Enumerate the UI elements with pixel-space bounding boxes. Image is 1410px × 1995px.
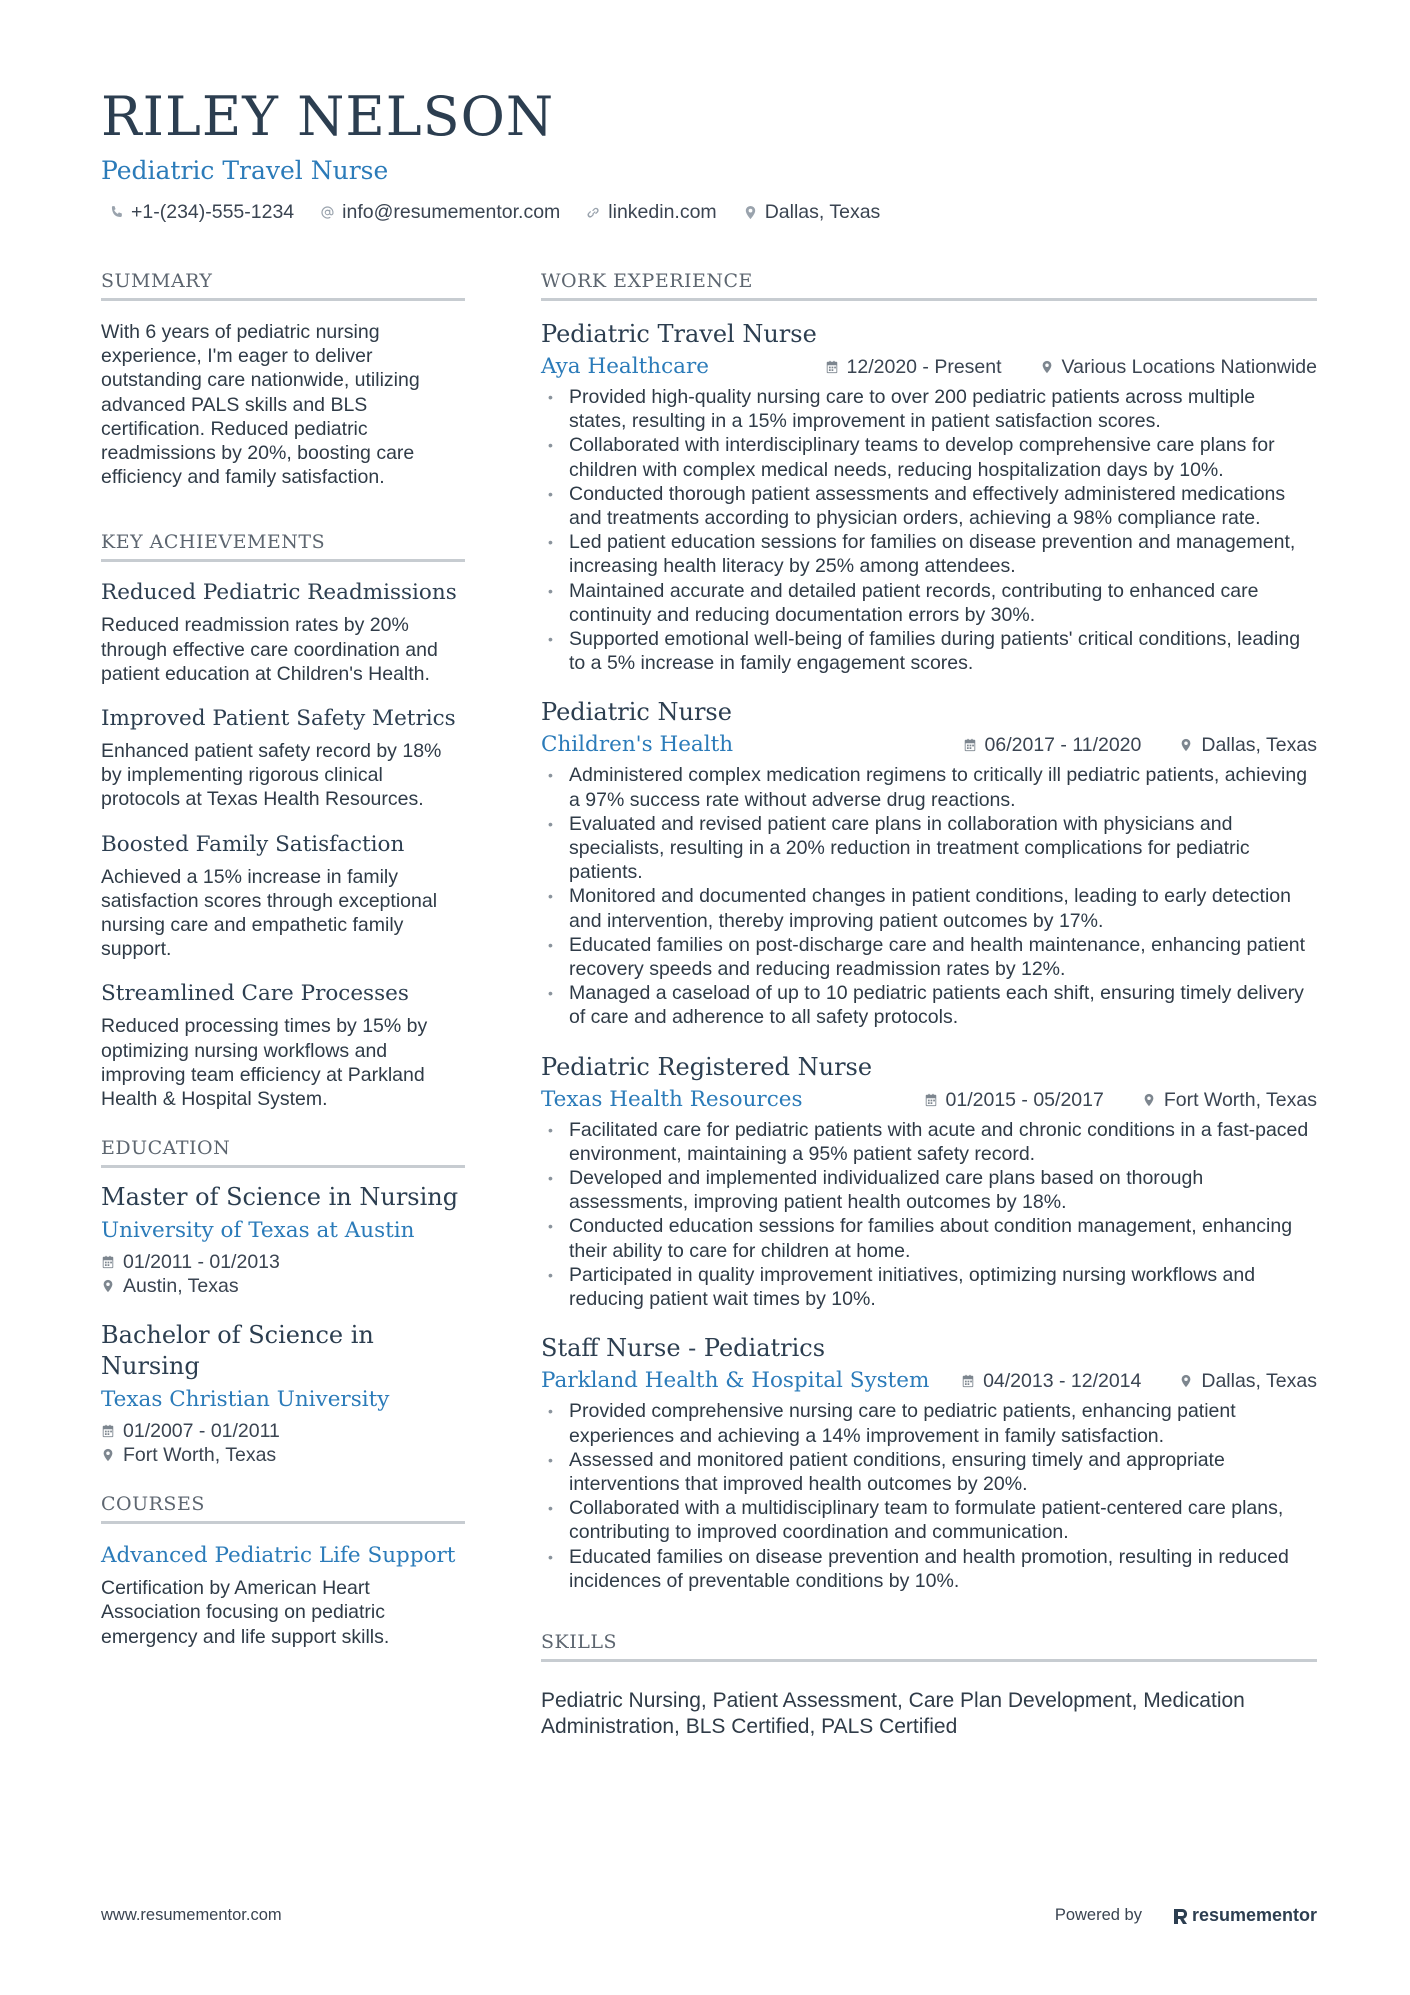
company-name: Parkland Health & Hospital System — [541, 1368, 930, 1394]
achievement-title: Boosted Family Satisfaction — [101, 831, 405, 857]
powered-by-label: Powered by — [1054, 1906, 1142, 1924]
bullet-item: • Developed and implemented individualized care plans based on thorough assessments, improving patient health outcomes by 18%. — [541, 1166, 1317, 1214]
contact-email[interactable] — [320, 201, 560, 224]
bullet-item: • Administered complex medication regimens to critically ill pediatric patients, achieving a 97% success rate without adverse drug reactions. — [541, 763, 1317, 811]
bullet-item: • Provided high-quality nursing care to over 200 pediatric patients across multiple states, resulting in a 15% improvement in patient satisfaction scores. — [541, 385, 1317, 433]
bullet-item: • Facilitated care for pediatric patients with acute and chronic conditions in a fast-paced environment, maintaining a 95% patient safety record. — [541, 1118, 1317, 1166]
achievement-item — [101, 705, 465, 812]
skills-text: Pediatric Nursing, Patient Assessment, Care Plan Development, Medication Administration, BLS Certified, PALS Certified — [541, 1688, 1245, 1738]
bullet-item: • Collaborated with interdisciplinary teams to develop comprehensive care plans for children with complex medical needs, reducing hospitalization days by 10%. — [541, 433, 1317, 481]
education-heading: EDUCATION — [101, 1137, 465, 1168]
experience-heading: WORK EXPERIENCE — [541, 270, 1317, 301]
bullet-item: • Educated families on disease prevention and health promotion, resulting in reduced incidences of preventable conditions by 10%. — [541, 1545, 1317, 1593]
map-pin-icon — [1179, 1374, 1193, 1388]
education-item — [101, 1320, 465, 1467]
achievement-text: Reduced readmission rates by 20% through effective care coordination and patient education at Children's Health. — [101, 614, 438, 685]
job-title: Staff Nurse - Pediatrics — [541, 1334, 826, 1363]
linkedin-text: linkedin.com — [608, 201, 717, 223]
link-icon — [586, 205, 601, 220]
job-title: Pediatric Registered Nurse — [541, 1052, 873, 1081]
job-bullets — [541, 385, 1317, 675]
job-entry — [541, 1333, 1317, 1593]
job-entry — [541, 697, 1317, 1029]
bullet-item: • Managed a caseload of up to 10 pediatric patients each shift, ensuring timely delivery of care and adherence to all safety protocols. — [541, 981, 1317, 1029]
calendar-icon — [961, 1374, 975, 1388]
achievement-item — [101, 579, 465, 686]
education-location — [101, 1274, 465, 1298]
company-name: Children's Health — [541, 732, 734, 758]
courses-heading: COURSES — [101, 1493, 465, 1524]
job-title: Pediatric Travel Nurse — [541, 320, 817, 348]
education-dates — [101, 1250, 465, 1274]
job-meta — [963, 731, 1317, 759]
bullet-item: • Participated in quality improvement initiatives, optimizing nursing workflows and reducing patient wait times by 10%. — [541, 1263, 1317, 1311]
footer-website[interactable]: www.resumementor.com — [101, 1906, 282, 1924]
achievement-title: Streamlined Care Processes — [101, 981, 409, 1007]
contact-phone[interactable] — [109, 201, 294, 224]
resumementor-logo-icon — [1172, 1907, 1188, 1925]
summary-heading: SUMMARY — [101, 270, 465, 301]
summary-text: With 6 years of pediatric nursing experience, I'm eager to deliver outstanding care nationwide, utilizing advanced PALS skills and BLS certification. Reduced pediatric readmissions by 20%, boosting care efficiency and family satisfaction. — [101, 321, 420, 489]
bullet-item: • Monitored and documented changes in patient conditions, leading to early detection and intervention, thereby improving patient outcomes by 17%. — [541, 884, 1317, 932]
job-bullets — [541, 763, 1317, 1029]
phone-icon — [109, 205, 124, 220]
achievements-section — [101, 531, 465, 1111]
education-location-text: Fort Worth, Texas — [123, 1444, 277, 1467]
course-text: Certification by American Heart Association focusing on pediatric emergency and life support skills. — [101, 1577, 390, 1648]
job-location: Fort Worth, Texas — [1163, 1088, 1317, 1111]
school-name: University of Texas at Austin — [101, 1218, 415, 1244]
achievement-title: Improved Patient Safety Metrics — [101, 706, 456, 732]
job-dates: 06/2017 - 11/2020 — [984, 734, 1142, 757]
contact-bar — [101, 201, 1321, 224]
bullet-item: • Assessed and monitored patient conditions, ensuring timely and appropriate interventions that improved health outcomes by 20%. — [541, 1448, 1317, 1496]
education-dates — [101, 1419, 465, 1443]
bullet-item: • Collaborated with a multidisciplinary team to formulate patient-centered care plans, contributing to improved coordination and communication. — [541, 1496, 1317, 1544]
skills-section — [541, 1631, 1317, 1740]
candidate-title: Pediatric Travel Nurse — [101, 156, 389, 185]
courses-section — [101, 1493, 465, 1649]
bullet-item: • Evaluated and revised patient care plans in collaboration with physicians and specialists, resulting in a 20% reduction in treatment complications for pediatric patients. — [541, 812, 1317, 885]
powered-by — [1055, 1905, 1317, 1926]
degree-title: Master of Science in Nursing — [101, 1183, 459, 1212]
map-pin-icon — [1040, 360, 1054, 374]
education-section — [101, 1137, 465, 1467]
achievement-text: Achieved a 15% increase in family satisfaction scores through exceptional nursing care and empathetic family support. — [101, 865, 438, 961]
degree-title: Bachelor of Science in Nursing — [101, 1321, 374, 1381]
map-pin-icon — [1179, 738, 1193, 752]
education-item — [101, 1182, 465, 1298]
job-location: Various Locations Nationwide — [1061, 356, 1317, 378]
job-entry — [541, 319, 1317, 675]
job-meta — [825, 353, 1317, 381]
experience-section — [541, 270, 1317, 1593]
job-title: Pediatric Nurse — [541, 698, 732, 727]
bullet-item: • Provided comprehensive nursing care to pediatric patients, enhancing patient experiences and achieving a 14% improvement in family satisfaction. — [541, 1399, 1317, 1447]
right-column — [541, 270, 1317, 1740]
brand-logo[interactable] — [1172, 1905, 1317, 1926]
education-location — [101, 1443, 465, 1467]
job-location: Dallas, Texas — [1201, 734, 1317, 757]
bullet-item: • Educated families on post-discharge care and health maintenance, enhancing patient recovery speeds and reducing readmission rates by 12%. — [541, 933, 1317, 981]
bullet-item: • Conducted thorough patient assessments and effectively administered medications and treatments according to physician orders, achieving a 98% compliance rate. — [541, 482, 1317, 530]
company-name: Aya Healthcare — [541, 354, 709, 379]
bullet-item: • Maintained accurate and detailed patient records, contributing to enhanced care continuity and reducing documentation errors by 30%. — [541, 579, 1317, 627]
achievement-item — [101, 831, 465, 962]
left-column — [101, 270, 465, 1691]
achievement-item — [101, 980, 465, 1111]
achievement-text: Reduced processing times by 15% by optimizing nursing workflows and improving team efficiency at Parkland Health & Hospital System. — [101, 1015, 428, 1111]
job-bullets — [541, 1118, 1317, 1312]
calendar-icon — [101, 1255, 115, 1269]
resume-header — [101, 85, 1321, 224]
at-icon — [320, 205, 335, 220]
brand-name: resumementor — [1191, 1905, 1317, 1925]
bullet-item: • Conducted education sessions for families about condition management, enhancing their ability to care for children at home. — [541, 1214, 1317, 1262]
map-pin-icon — [101, 1279, 115, 1293]
job-dates: 12/2020 - Present — [846, 356, 1002, 378]
calendar-icon — [825, 360, 839, 374]
map-pin-icon — [1142, 1093, 1156, 1107]
education-dates-text: 01/2011 - 01/2013 — [123, 1251, 280, 1274]
email-text: info@resumementor.com — [342, 201, 561, 223]
job-meta — [924, 1086, 1317, 1114]
job-meta — [961, 1367, 1317, 1395]
candidate-name: RILEY NELSON — [101, 85, 555, 148]
achievement-text: Enhanced patient safety record by 18% by implementing rigorous clinical protocols at Texas Health Resources. — [101, 740, 442, 811]
contact-linkedin[interactable] — [586, 201, 716, 224]
company-name: Texas Health Resources — [541, 1086, 803, 1112]
job-location: Dallas, Texas — [1201, 1370, 1317, 1393]
job-dates: 04/2013 - 12/2014 — [983, 1370, 1142, 1393]
school-name: Texas Christian University — [101, 1387, 390, 1413]
phone-text: +1-(234)-555-1234 — [131, 201, 295, 223]
calendar-icon — [924, 1093, 938, 1107]
calendar-icon — [101, 1424, 115, 1438]
job-entry — [541, 1052, 1317, 1312]
achievements-heading: KEY ACHIEVEMENTS — [101, 531, 465, 562]
location-text: Dallas, Texas — [764, 201, 881, 223]
map-pin-icon — [101, 1448, 115, 1462]
education-location-text: Austin, Texas — [123, 1275, 239, 1298]
map-pin-icon — [743, 205, 758, 220]
job-bullets — [541, 1399, 1317, 1593]
course-title: Advanced Pediatric Life Support — [101, 1543, 456, 1569]
job-dates: 01/2015 - 05/2017 — [945, 1088, 1104, 1111]
education-dates-text: 01/2007 - 01/2011 — [123, 1420, 280, 1443]
bullet-item: • Supported emotional well-being of families during patients' critical conditions, leading to a 5% increase in family engagement scores. — [541, 627, 1317, 675]
bullet-item: • Led patient education sessions for families on disease prevention and management, increasing health literacy by 25% among attendees. — [541, 530, 1317, 578]
calendar-icon — [963, 738, 977, 752]
contact-location — [743, 201, 881, 224]
page-footer — [101, 1905, 1317, 1926]
skills-heading: SKILLS — [541, 1631, 1317, 1662]
summary-section — [101, 270, 465, 489]
achievement-title: Reduced Pediatric Readmissions — [101, 580, 457, 606]
